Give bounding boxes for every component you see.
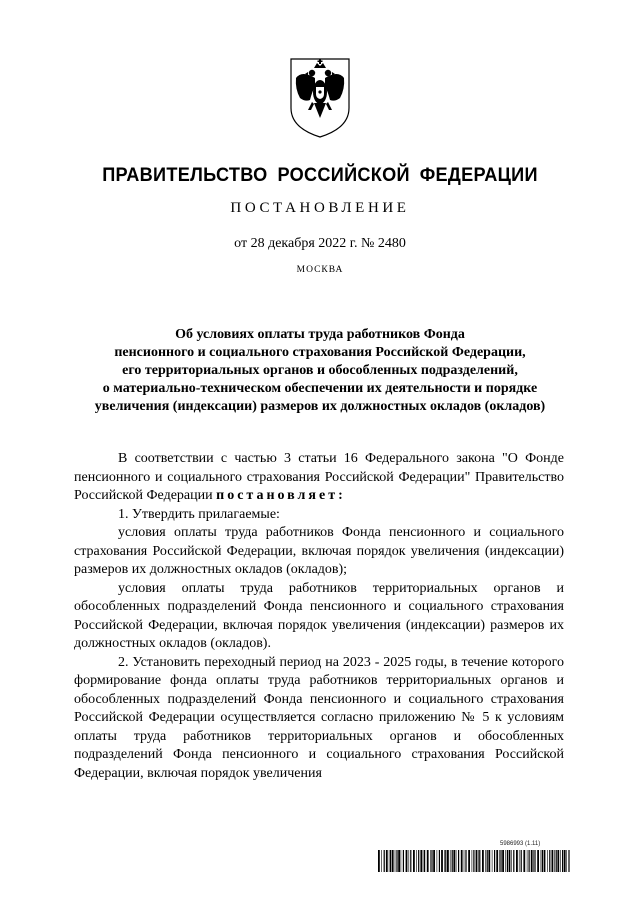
heading-line: его территориальных органов и обособленных подразделений, [122,363,518,378]
document-body [74,450,564,783]
heading-line: Об условиях оплаты труда работников Фонда [175,327,465,342]
body-paragraph [74,450,564,506]
preamble-text: В соответствии с частью 3 статьи 16 Федерального закона "О Фонде пенсионного и социального страхования Российской Федерации" Правительство Российской Федерации [74,451,564,503]
government-title: ПРАВИТЕЛЬСТВО РОССИЙСКОЙ ФЕДЕРАЦИИ [102,164,538,186]
body-paragraph: 2. Установить переходный период на 2023 - 2025 годы, в течение которого формирование фонда оплаты труда работников территориальных органов и обособленных подразделений Фонда пенсионного и социального страхования Российской Федерации осуществляется согласно приложению № 5 к условиям оплаты труда работников территориальных органов и обособленных подразделений Фонда пенсионного и социального страхования Российской Федерации, включая порядок увеличения [74,654,564,781]
heading-line: увеличения (индексации) размеров их должностных окладов (окладов) [94,399,546,414]
document-type: ПОСТАНОВЛЕНИЕ [230,200,410,216]
document-city: МОСКВА [296,265,344,275]
body-paragraph: 1. Утвердить прилагаемые: [118,506,280,522]
barcode-number: 5986993 (1.11) [500,841,541,847]
heading-line: о материально-техническом обеспечении их деятельности и порядке [102,381,538,396]
body-paragraph: условия оплаты труда работников Фонда пенсионного и социального страхования Российской Федерации, включая порядок увеличения (индексации) размеров их должностных окладов (окладов); [74,525,564,577]
document-date-number: от 28 декабря 2022 г. № 2480 [234,236,406,251]
heading-line: пенсионного и социального страхования Российской Федерации, [114,345,526,360]
coat-of-arms-emblem-icon [288,56,352,140]
body-paragraph: условия оплаты труда работников территориальных органов и обособленных подразделений Фонда пенсионного и социального страхования Российской Федерации, включая порядок увеличения (индексации) размеров их должностных окладов (окладов). [74,580,564,651]
document-heading [60,326,580,416]
decree-keyword: постановляет: [216,488,346,503]
barcode-icon [378,850,570,872]
